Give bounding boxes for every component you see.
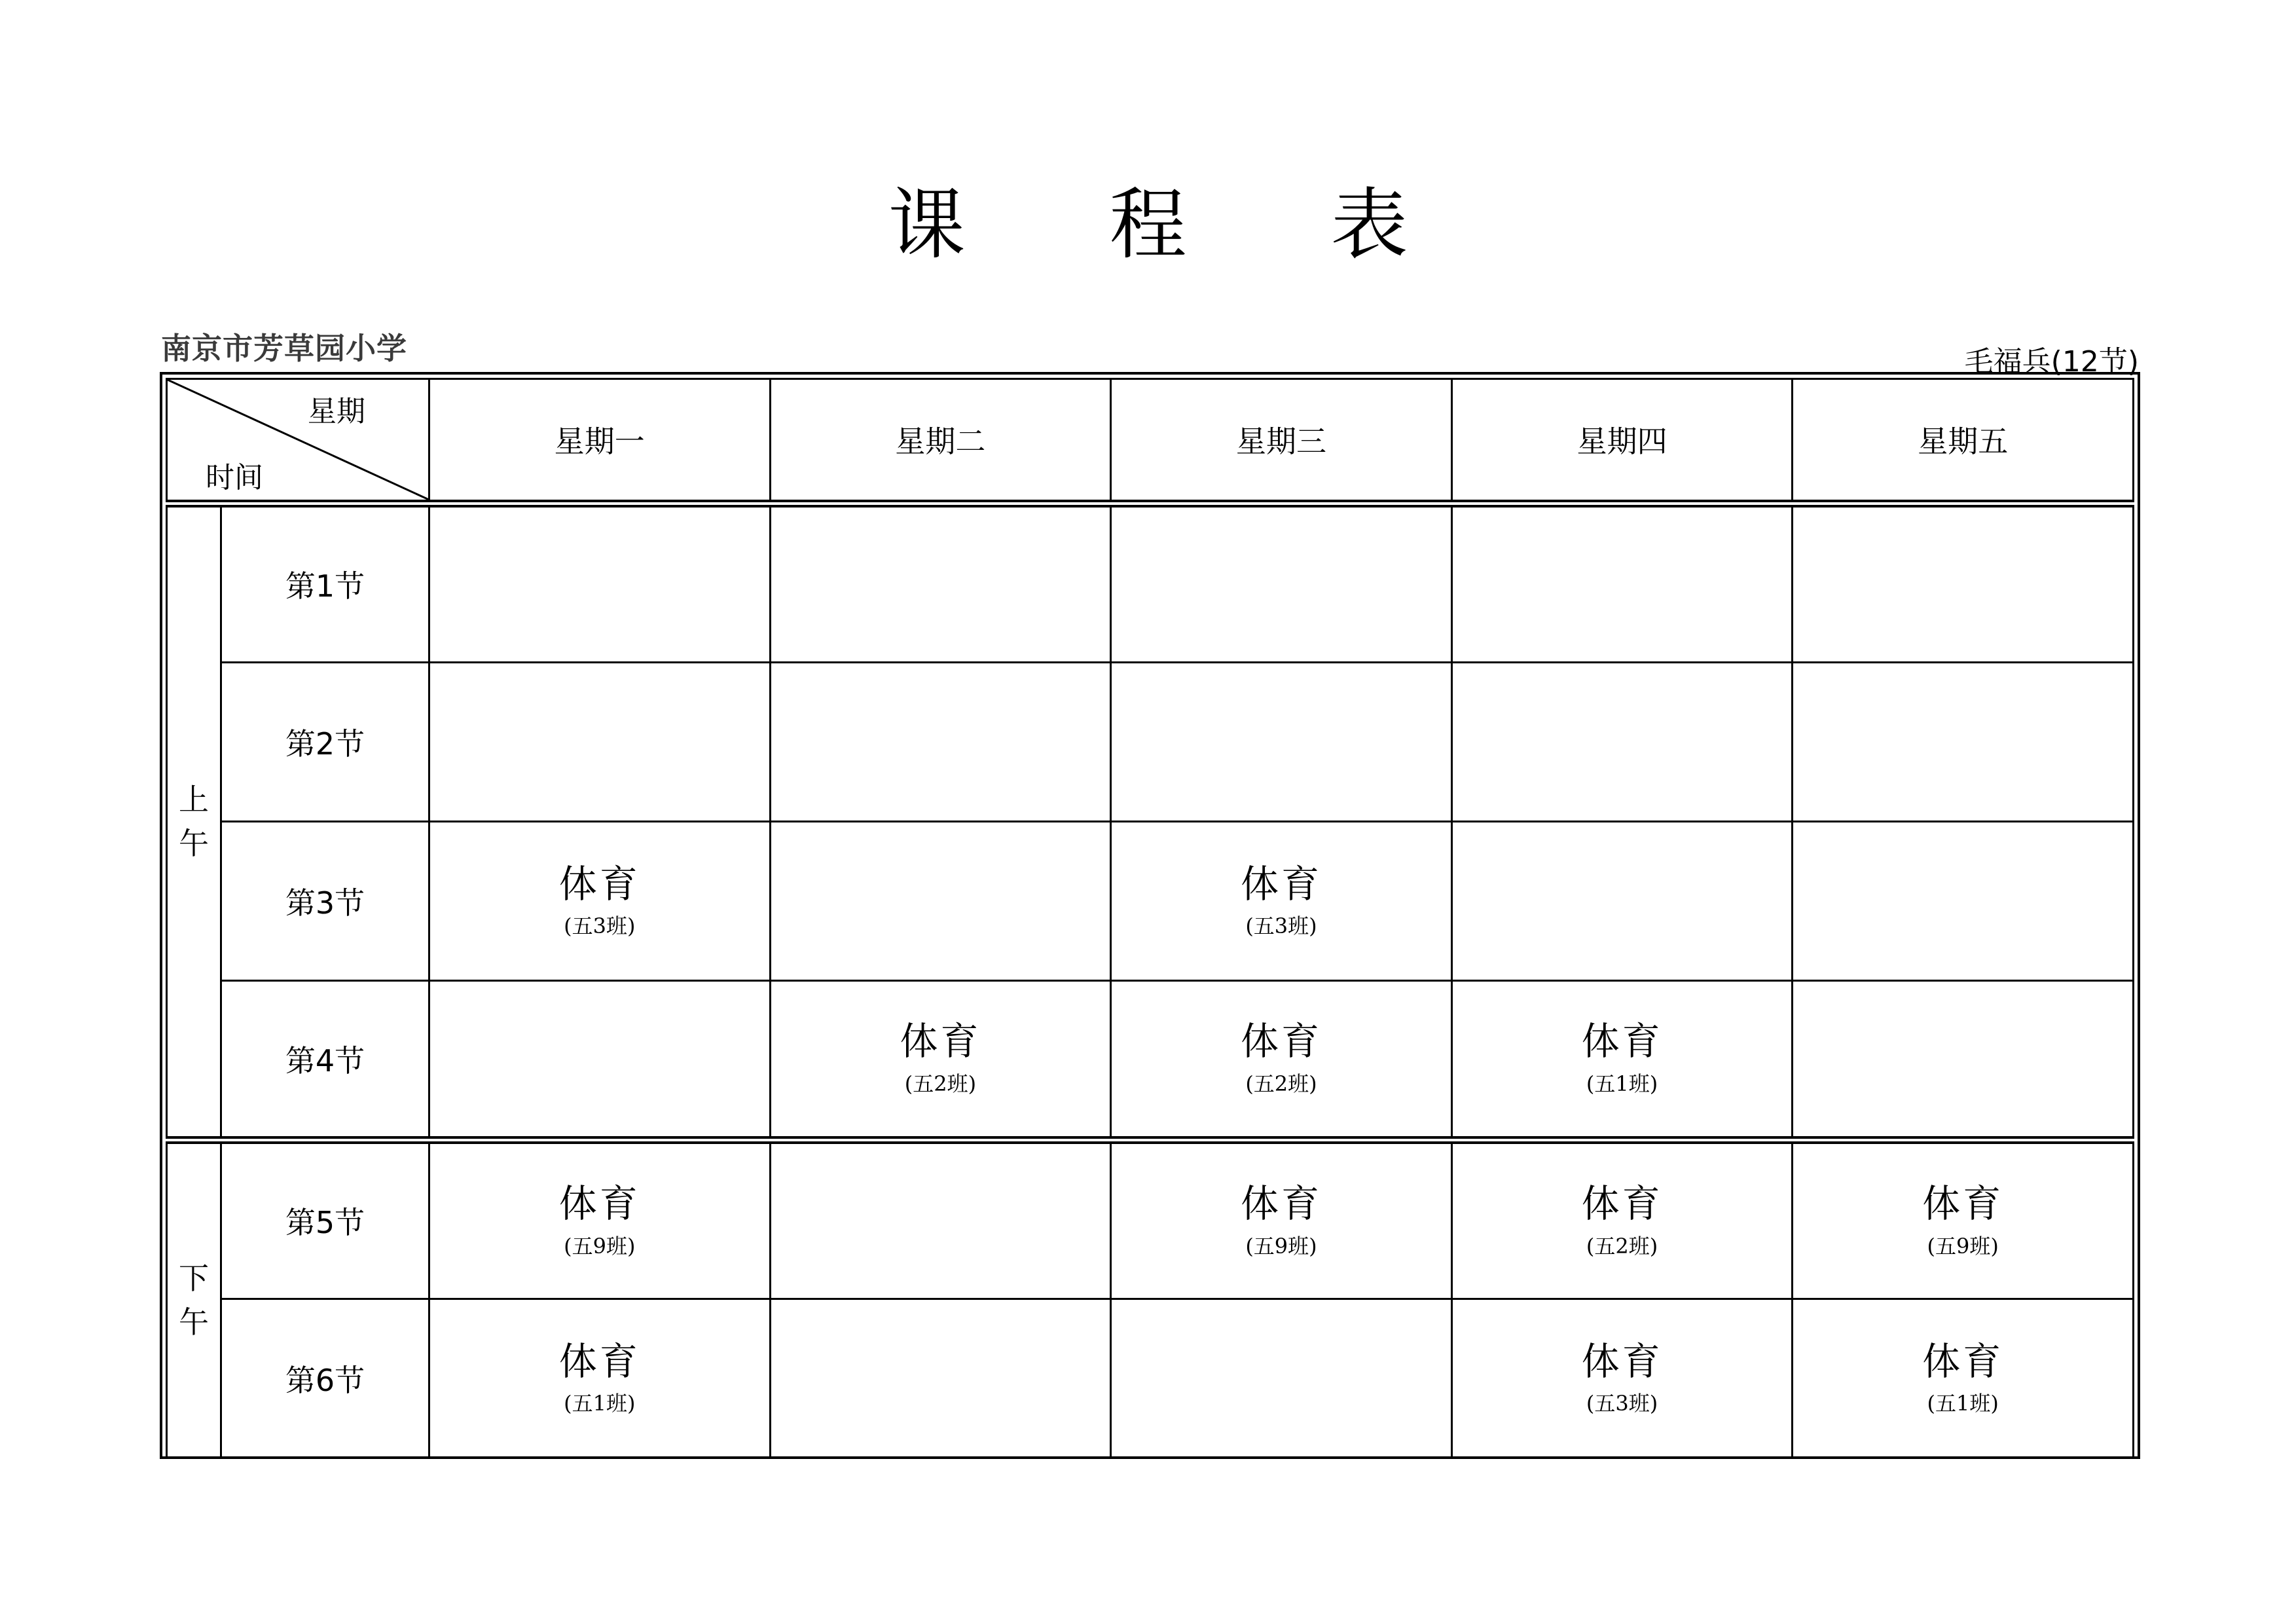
day-header: 星期二 (770, 379, 1111, 504)
schedule-cell (1451, 981, 1793, 1140)
course-class: (五3班) (564, 913, 636, 939)
period-label: 第1节 (221, 504, 429, 663)
course-name: 体育 (900, 1019, 981, 1064)
schedule-cell (1111, 1299, 1452, 1458)
title-char: 表 (1330, 179, 1408, 270)
schedule-cell (429, 981, 771, 1140)
schedule-cell (429, 663, 771, 822)
course-name: 体育 (1581, 1338, 1663, 1384)
period-row (167, 981, 2134, 1140)
schedule-cell (1793, 1140, 2134, 1299)
title-char: 程 (1109, 179, 1187, 270)
school-name: 南京市芳草园小学 (161, 331, 407, 366)
course-name: 体育 (558, 1181, 640, 1226)
course-class: (五1班) (1586, 1071, 1658, 1097)
schedule-cell (1451, 504, 1793, 663)
schedule-cell (770, 1299, 1111, 1458)
schedule-cell (1793, 504, 2134, 663)
course-name: 体育 (1240, 861, 1322, 906)
period-row (167, 504, 2134, 663)
schedule-cell (1111, 981, 1452, 1140)
schedule-cell (429, 1299, 771, 1458)
schedule-cell (429, 504, 771, 663)
period-row (167, 1299, 2134, 1458)
schedule-cell (770, 981, 1111, 1140)
day-header: 星期三 (1111, 379, 1452, 504)
period-row (167, 822, 2134, 981)
afternoon-session-label (167, 1140, 221, 1458)
day-header: 星期一 (429, 379, 771, 504)
timetable-grid (166, 378, 2134, 1459)
period-label: 第6节 (221, 1299, 429, 1458)
session-char: 午 (179, 825, 209, 861)
course-name: 体育 (1922, 1338, 2004, 1384)
course-class: (五3班) (1586, 1391, 1658, 1416)
schedule-cell (770, 822, 1111, 981)
schedule-cell (1793, 1299, 2134, 1458)
course-class: (五9班) (564, 1233, 636, 1259)
teacher-name: 毛福兵(12节) (1964, 345, 2139, 378)
page-title (0, 175, 2296, 274)
schedule-cell (1451, 663, 1793, 822)
session-char: 下 (179, 1261, 209, 1297)
schedule-cell (1111, 1140, 1452, 1299)
course-name: 体育 (1922, 1181, 2004, 1226)
session-char: 上 (179, 781, 209, 817)
course-name: 体育 (1581, 1181, 1663, 1226)
course-class: (五2班) (1586, 1233, 1658, 1259)
corner-cell (167, 379, 429, 504)
session-char: 午 (179, 1304, 209, 1340)
period-label: 第2节 (221, 663, 429, 822)
day-header: 星期四 (1451, 379, 1793, 504)
morning-session-label (167, 504, 221, 1140)
course-class: (五9班) (1927, 1233, 1999, 1259)
schedule-cell (1111, 822, 1452, 981)
course-name: 体育 (1240, 1181, 1322, 1226)
corner-time-label: 时间 (206, 460, 263, 494)
period-row (167, 663, 2134, 822)
course-name: 体育 (558, 861, 640, 906)
course-class: (五9班) (1245, 1233, 1317, 1259)
schedule-cell (1111, 663, 1452, 822)
course-class: (五2班) (1245, 1071, 1317, 1097)
period-row (167, 1140, 2134, 1299)
schedule-cell (1451, 1299, 1793, 1458)
schedule-cell (770, 663, 1111, 822)
course-class: (五2班) (904, 1071, 977, 1097)
header-row (167, 379, 2134, 504)
schedule-cell (1451, 1140, 1793, 1299)
period-label: 第5节 (221, 1140, 429, 1299)
period-label: 第4节 (221, 981, 429, 1140)
course-class: (五1班) (1927, 1391, 1999, 1416)
day-header: 星期五 (1793, 379, 2134, 504)
timetable (160, 372, 2140, 1459)
course-class: (五3班) (1245, 913, 1317, 939)
course-name: 体育 (1240, 1019, 1322, 1064)
schedule-cell (1451, 822, 1793, 981)
schedule-cell (1793, 822, 2134, 981)
schedule-cell (770, 1140, 1111, 1299)
period-label: 第3节 (221, 822, 429, 981)
course-class: (五1班) (564, 1391, 636, 1416)
schedule-cell (1793, 981, 2134, 1140)
schedule-cell (429, 1140, 771, 1299)
schedule-cell (770, 504, 1111, 663)
schedule-cell (1793, 663, 2134, 822)
corner-weekday-label: 星期 (308, 395, 365, 428)
course-name: 体育 (1581, 1019, 1663, 1064)
title-char: 课 (888, 179, 966, 270)
schedule-cell (1111, 504, 1452, 663)
schedule-cell (429, 822, 771, 981)
course-name: 体育 (558, 1338, 640, 1384)
